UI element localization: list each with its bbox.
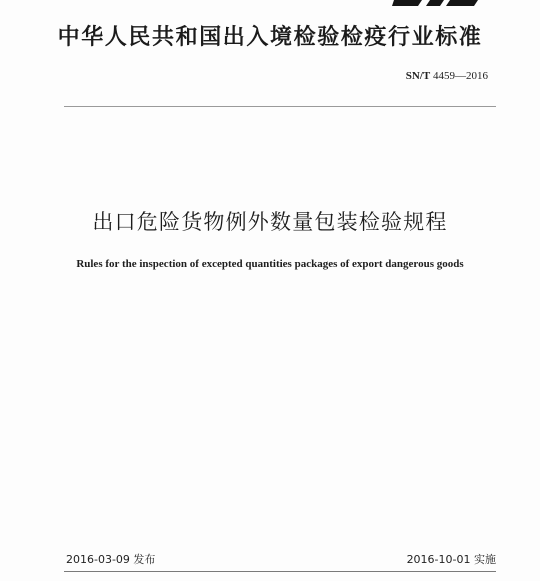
standard-code: [406, 70, 488, 82]
footer-divider: [64, 571, 496, 572]
standard-code-prefix: SN/T: [405, 70, 431, 82]
standard-organization-heading: 中华人民共和国出入境检验检疫行业标准: [57, 25, 483, 50]
document-title-chinese: 出口危险货物例外数量包装检验规程: [92, 210, 448, 234]
header-divider: [64, 106, 496, 107]
sn-logo-mark: [392, 0, 478, 6]
issue-date: 2016-03-09 发布: [66, 553, 156, 566]
document-title-english: Rules for the inspection of excepted quantities packages of export dangerous goods: [76, 258, 464, 270]
standard-code-number: 4459—2016: [433, 70, 488, 82]
implementation-date: 2016-10-01 实施: [406, 553, 496, 566]
